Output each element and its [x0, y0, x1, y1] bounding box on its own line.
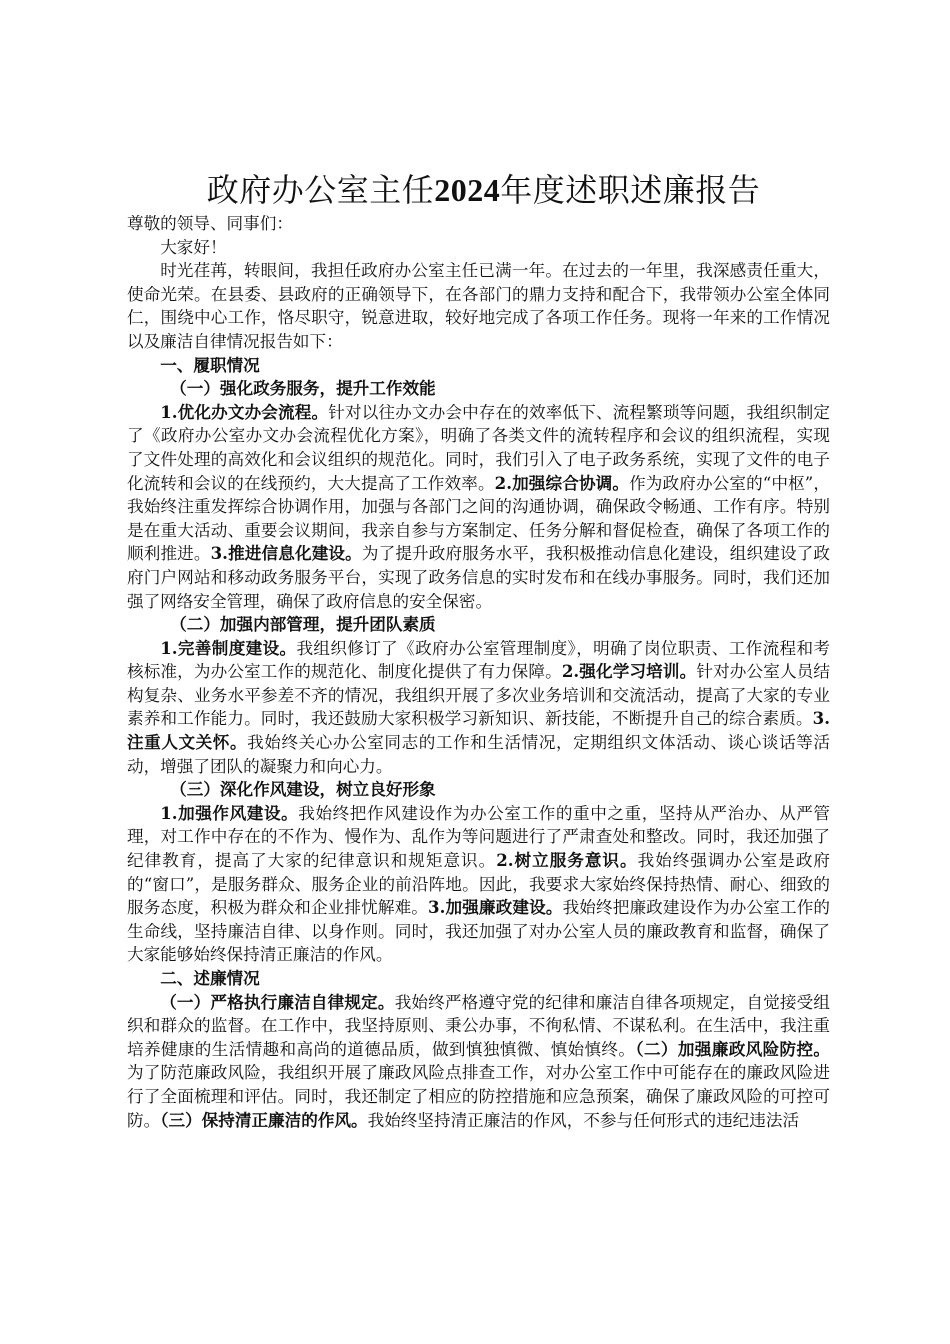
greeting: 大家好！ [160, 237, 227, 257]
item-heading: 3.推进信息化建设。 [210, 543, 362, 564]
item-heading: 1.加强作风建设。 [160, 802, 299, 823]
item-heading: 3.加强廉政建设。 [428, 897, 563, 918]
paragraph-service [127, 401, 830, 613]
section-heading-duties: 一、履职情况 [160, 354, 260, 375]
title-year: 2024 [434, 172, 501, 208]
subsection-heading-management: （二）加强内部管理，提升团队素质 [170, 614, 436, 635]
item-text: 为了提升政府服务水平，我积极推动信息化建设，组织建设了政府门户网站和移动政务服务平台，实现了政务信息的实时发布和在线办事服务。同时，我们还加强了网络安全管理，确保了政府信息的安全保密。 [127, 544, 831, 611]
intro-paragraph: 时光荏苒，转眼间，我担任政府办公室主任已满一年。在过去的一年里，我深感责任重大，使命光荣。在县委、县政府的正确领导下，在各部门的鼎力支持和配合下，我带领办公室全体同仁，围绕中心工作，恪尽职守，锐意进取，较好地完成了各项工作任务。现将一年来的工作情况以及廉洁自律情况报告如下： [127, 261, 830, 351]
item-text: 为了防范廉政风险，我组织开展了廉政风险点排查工作，对办公室工作中可能存在的廉政风险进行了全面梳理和评估。同时，我还制定了相应的防控措施和应急预案，确保了廉政风险的可控可防。 [127, 1063, 830, 1130]
subsection-heading-service: （一）强化政务服务，提升工作效能 [170, 378, 436, 399]
item-heading: 3.注重人文关怀。 [127, 708, 830, 753]
item-heading: （三）保持清正廉洁的作风。 [160, 1109, 368, 1130]
paragraph-management [127, 637, 830, 779]
item-text: 针对以往办文办会中存在的效率低下、流程繁琐等问题，我组织制定了《政府办公室办文办会流程优化方案》，明确了各类文件的流转程序和会议的组织流程，实现了文件处理的高效化和会议组织的规范化。同时，我们引入了电子政务系统，实现了文件的电子化流转和会议的在线预约，大大提高了工作效率。 [127, 402, 831, 493]
subsection-heading-style: （三）深化作风建设，树立良好形象 [170, 779, 436, 800]
item-text: 我始终严格遵守党的纪律和廉洁自律各项规定，自觉接受组织和群众的监督。在工作中，我坚持原则、秉公办事，不徇私情、不谋私利。在生活中，我注重培养健康的生活情趣和高尚的道德品质，做到慎独慎微、慎始慎终。 [127, 992, 831, 1059]
item-heading: 2.强化学习培训。 [561, 661, 697, 682]
title-prefix: 政府办公室主任 [206, 171, 435, 209]
item-text: 作为政府办公室的“中枢”，我始终注重发挥综合协调作用，加强与各部门之间的沟通协调，确保政令畅通、工作有序。特别是在重大活动、重要会议期间，我亲自参与方案制定、任务分解和督促检查，确保了各项工作的顺利推进。 [127, 473, 831, 564]
item-text: 我始终关心办公室同志的工作和生活情况，定期组织文体活动、谈心谈话等活动，增强了团队的凝聚力和向心力。 [127, 733, 831, 776]
document-title [137, 168, 830, 212]
item-heading: 2.加强综合协调。 [494, 472, 630, 493]
item-text: 我始终坚持清正廉洁的作风，不参与任何形式的违纪违法活 [367, 1110, 800, 1130]
item-text: 我始终把作风建设作为办公室工作的重中之重，坚持从严治办、从严管理，对工作中存在的不作为、慢作为、乱作为等问题进行了严肃查处和整改。同时，我还加强了纪律教育，提高了大家的纪律意识和规矩意识。 [127, 803, 831, 871]
item-heading: （一）严格执行廉洁自律规定。 [160, 991, 395, 1012]
title-suffix: 年度述职述廉报告 [500, 171, 761, 209]
section-heading-integrity: 二、述廉情况 [160, 968, 260, 988]
paragraph-integrity [127, 991, 830, 1133]
item-heading: （二）加强廉政风险防控。 [635, 1038, 831, 1059]
item-text: 我组织修订了《政府办公室管理制度》，明确了岗位职责、工作流程和考核标准，为办公室工作的规范化、制度化提供了有力保障。 [127, 638, 830, 682]
salutation: 尊敬的领导、同事们： [127, 214, 293, 233]
item-text: 针对办公室人员结构复杂、业务水平参差不齐的情况，我组织开展了多次业务培训和交流活动，提高了大家的专业素养和工作能力。同时，我还鼓励大家积极学习新知识、新技能，不断提升自己的综合素质。 [127, 662, 831, 729]
item-text: 我始终强调办公室是政府的“窗口”，是服务群众、服务企业的前沿阵地。因此，我要求大家始终保持热情、耐心、细致的服务态度，积极为群众和企业排忧解难。 [127, 851, 831, 918]
item-text: 我始终把廉政建设作为办公室工作的生命线，坚持廉洁自律、以身作则。同时，我还加强了对办公室人员的廉政教育和监督，确保了大家能够始终保持清正廉洁的作风。 [127, 898, 831, 965]
item-heading: 1.优化办文办会流程。 [160, 401, 329, 422]
item-heading: 1.完善制度建设。 [160, 637, 297, 658]
item-heading: 2.树立服务意识。 [496, 850, 638, 871]
paragraph-style [127, 802, 830, 967]
document-page [127, 168, 830, 1132]
